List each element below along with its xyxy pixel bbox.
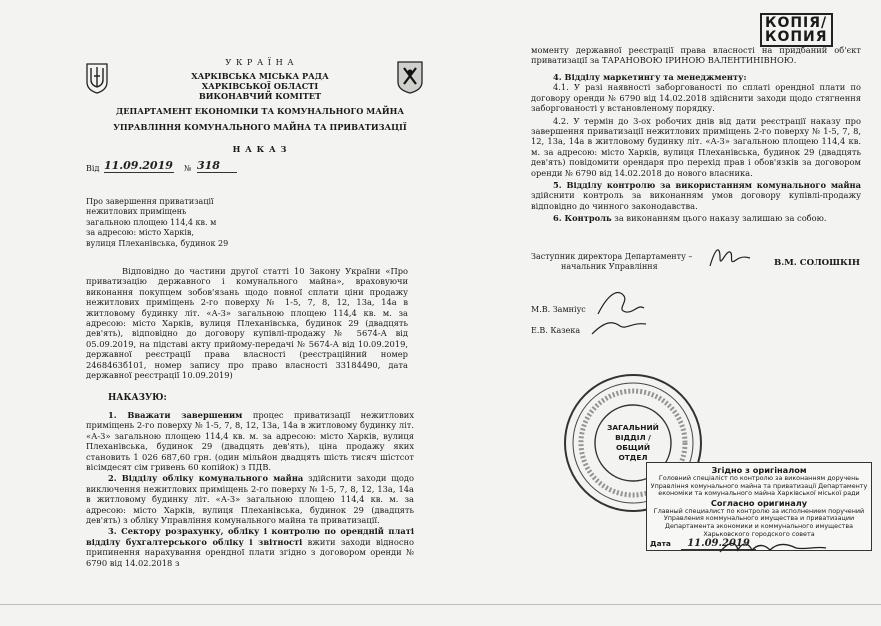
order-subject xyxy=(86,197,286,249)
verify-date-label: Дата xyxy=(650,539,671,549)
round-seal-text xyxy=(604,423,662,463)
order-heading: НАКАЗУЮ: xyxy=(108,393,167,403)
subject-line: за адресою: місто Харків, xyxy=(86,228,194,238)
signatory-name: В.М. СОЛОШКІН xyxy=(774,258,861,268)
country-name: У К Р А Ї Н А xyxy=(225,57,295,67)
seal-line1: ЗАГАЛЬНИЙ xyxy=(607,423,659,432)
verify-date-value: 11.09.2019 xyxy=(681,538,756,550)
copy-stamp-line1: КОПІЯ/ xyxy=(765,15,828,31)
verifier-signature xyxy=(718,538,828,558)
order-item-4-2: 4.2. У термін до 3-ох робочих днів від дати реєстрації наказу про завершення приватизації нежитлових приміщень 2-го поверху № 1-5, 7, 8, 12, 13а, 14а в житловому будинку літ. «А-3» загальною площею 114,4 кв. м. за адресою: місто Харків, вулиця Плеханівська, будинок 29 (двадцять дев'ять) повідомити орендаря про перехід прав і обов'язків за договором оренди № 6790 від 14.02.2018 до нового власника. xyxy=(531,115,861,178)
verify-text-ru: Главный специалист по контролю за исполнением поручений Управления коммунального имущества и приватизации Департамента экономики и коммунального имущества Харьковского городского совета xyxy=(653,506,865,538)
order-date-value: 11.09.2019 xyxy=(104,159,173,172)
doc-type: Н А К А З xyxy=(232,144,288,154)
order-number-label: № xyxy=(184,164,192,173)
signatory-title-line2: начальник Управління xyxy=(561,262,658,272)
committee-name: ВИКОНАВЧИЙ КОМІТЕТ xyxy=(198,91,322,101)
verify-title-ru: Согласно оригиналу xyxy=(710,497,808,508)
order-item-4-1: 4.1. У разі наявності заборгованості по сплаті орендної плати по договору оренди № 6790 від 14.02.2018 здійснити заходи щодо стягнення заборгованості у встановленому порядку. xyxy=(531,82,861,114)
coat-of-arms-icon xyxy=(85,62,109,94)
letterhead xyxy=(160,57,360,101)
order-date-label: Від xyxy=(86,164,100,173)
scan-line xyxy=(0,604,881,605)
copy-stamp-line2: КОПИЯ xyxy=(765,29,828,45)
subject-line: вулиця Плеханівська, будинок 29 xyxy=(86,238,229,248)
signatory-title xyxy=(531,252,692,272)
director-signature xyxy=(706,244,752,272)
signatory-title-line1: Заступник директора Департаменту – xyxy=(531,252,693,261)
order-item-1: 1. Вважати завершеним процес приватизації нежитлових приміщень 2-го поверху № 1-5, 7, 8, 12, 13а, 14а в житловому будинку літ. «А-3» загальною площею 114,4 кв. м. за адресою: місто Харків, вулиця Плеханівська, будинок 29 (двадцять дев'ять), ціна продажу яких становить 1 026 687,60 грн. (один мільйон двадцять шість тисяч шістсот вісімдесят сім гривень 60 копійок) з ПДВ. xyxy=(86,410,414,473)
right-column-top: моменту державної реєстрації права власності на придбаний об'єкт приватизації за ТАРАНОВОЮ ІРИНОЮ ВАЛЕНТИНІВНОЮ. xyxy=(531,45,861,66)
order-number-value: 318 xyxy=(197,159,237,173)
order-item-2: 2. Відділу обліку комунального майна здійснити заходи щодо виключення нежитлових приміщень 2-го поверху № 1-5, 7, 8, 12, 13а, 14а в житловому будинку літ. «А-3» загальною площею 114,4 кв. м. за адресою: місто Харків, вулиця Плеханівська, будинок 29 (двадцять дев'ять) з обліку Управління комунального майна та приватизації. xyxy=(86,473,415,526)
contributor-2: Е.В. Казека xyxy=(531,326,581,335)
order-item-5: 5. Відділу контролю за використанням комунального майна здійснити контроль за виконанням умов договору купівлі-продажу відповідно до чинного законодавства. xyxy=(531,180,861,211)
order-item-3: 3. Сектору розрахунку, обліку і контролю по орендній платі відділу бухгалтерського обліку і звітності вжити заходи відносно припинення нарахування орендної плати згідно з договором оренди № 6790 від 14.02.2018 з xyxy=(86,526,415,568)
approval-signatures xyxy=(590,282,650,342)
order-items-left xyxy=(86,410,414,568)
city-emblem-icon xyxy=(396,60,424,94)
preamble: Відповідно до частини другої статті 10 Закону України «Про приватизацію державного і комунального майна», враховуючи виконання покупцем зобов'язань щодо повної сплати ціни продажу нежитлових приміщень 2-го поверху № 1-5, 7, 8, 12, 13а, 14а в житловому будинку літ. «А-3» загальною площею 114,4 кв. м. за адресою: місто Харків, вулиця Плеханівська, будинок 29 (двадцять дев'ять), відповідно до договору купівлі-продажу № 5674-А від 05.09.2019, на підставі акту прийому-передачі № 5674-А від 10.09.2019, державної реєстрації права власності (реєстраційний номер 2468463б101, номер запису про право власності 33184490, дата державної реєстрації 10.09.2019) xyxy=(86,266,408,381)
order-items-right xyxy=(531,72,861,224)
directorate-name: УПРАВЛІННЯ КОМУНАЛЬНОГО МАЙНА ТА ПРИВАТИЗАЦІЇ xyxy=(113,122,407,132)
council-name: ХАРКІВСЬКА МІСЬКА РАДА xyxy=(191,71,329,81)
verify-title-ua: Згідно з оригіналом xyxy=(711,465,807,475)
subject-line: загальною площею 114,4 кв. м xyxy=(86,217,217,227)
order-item-4: 4. Відділу маркетингу та менеджменту: xyxy=(553,72,747,82)
region-name: ХАРКІВСЬКОЇ ОБЛАСТІ xyxy=(201,81,319,91)
order-item-6: 6. Контроль за виконанням цього наказу залишаю за собою. xyxy=(553,213,827,224)
contributor-1: М.В. Замніус xyxy=(531,305,586,314)
copy-stamp xyxy=(760,13,833,47)
seal-line3: ОБЩИЙ ОТДЕЛ xyxy=(615,443,651,462)
seal-line2: ВІДДІЛ / xyxy=(615,433,651,442)
subject-line: нежитлових приміщень xyxy=(86,207,187,217)
department-name: ДЕПАРТАМЕНТ ЕКОНОМІКИ ТА КОМУНАЛЬНОГО МАЙНА xyxy=(115,106,405,116)
verify-text-ua: Головний спеціаліст по контролю за виконанням доручень Управління комунального майна та приватизації Департаменту економіки та комунального майна Харківської міської ради xyxy=(650,474,868,498)
subject-line: Про завершення приватизації xyxy=(86,197,214,206)
